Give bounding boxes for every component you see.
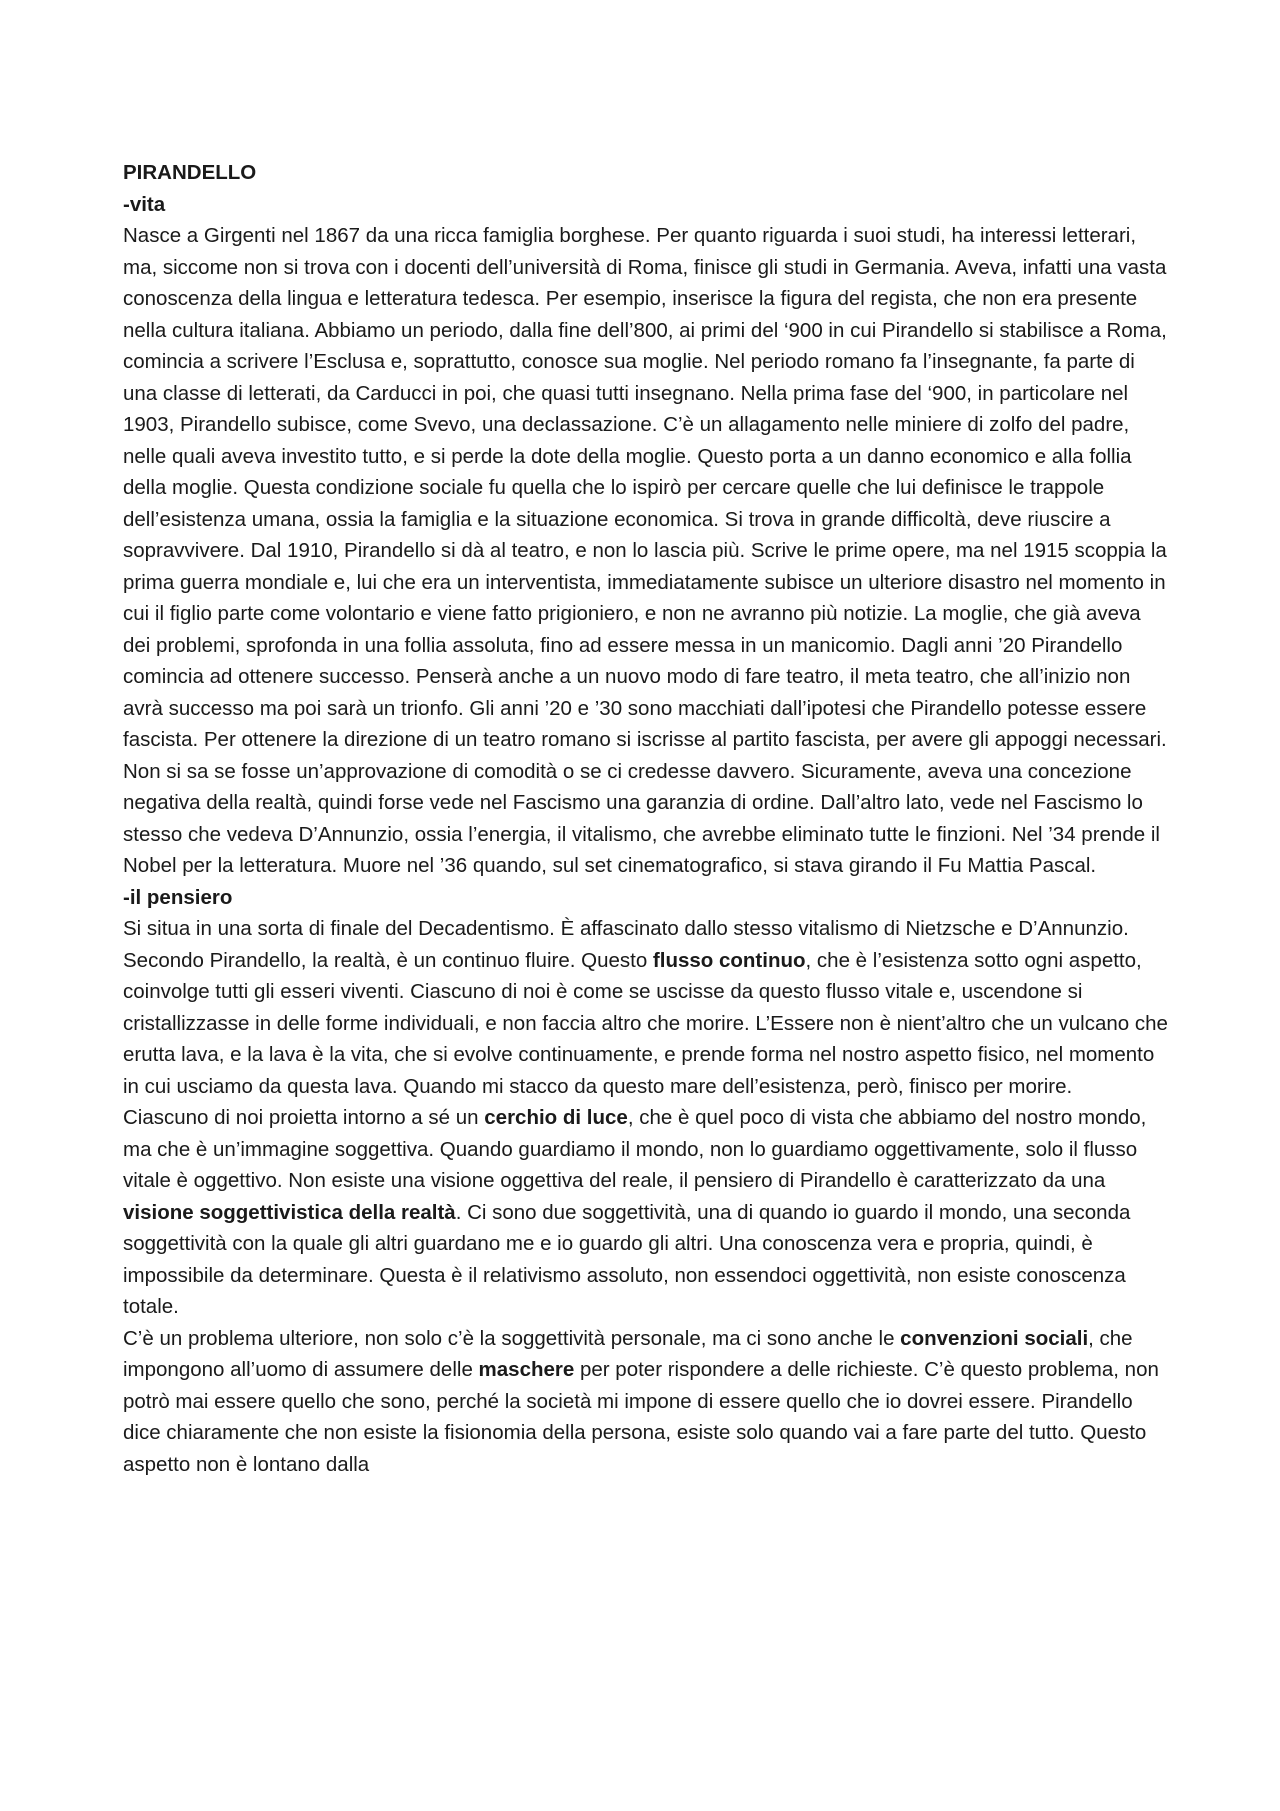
paragraph-pensiero-3 — [123, 1323, 1168, 1481]
paragraph-vita: Nasce a Girgenti nel 1867 da una ricca famiglia borghese. Per quanto riguarda i suoi studi, ha interessi letterari, ma, siccome non si trova con i docenti dell’università di Roma, finisce gli studi in Germania. Aveva, infatti una vasta conoscenza della lingua e letteratura tedesca. Per esempio, inserisce la figura del regista, che non era presente nella cultura italiana. Abbiamo un periodo, dalla fine dell’800, ai primi del ‘900 in cui Pirandello si stabilisce a Roma, comincia a scrivere l’Esclusa e, soprattutto, conosce sua moglie. Nel periodo romano fa l’insegnante, fa parte di una classe di letterati, da Carducci in poi, che quasi tutti insegnano. Nella prima fase del ‘900, in particolare nel 1903, Pirandello subisce, come Svevo, una declassazione. C’è un allagamento nelle miniere di zolfo del padre, nelle quali aveva investito tutto, e si perde la dote della moglie. Questo porta a un danno economico e alla follia della moglie. Questa condizione sociale fu quella che lo ispirò per cercare quelle che lui definisce le trappole dell’esistenza umana, ossia la famiglia e la situazione economica. Si trova in grande difficoltà, deve riuscire a sopravvivere. Dal 1910, Pirandello si dà al teatro, e non lo lascia più. Scrive le prime opere, ma nel 1915 scoppia la prima guerra mondiale e, lui che era un interventista, immediatamente subisce un ulteriore disastro nel momento in cui il figlio parte come volontario e viene fatto prigioniero, e non ne avranno più notizie. La moglie, che già aveva dei problemi, sprofonda in una follia assoluta, fino ad essere messa in un manicomio. Dagli anni ’20 Pirandello comincia ad ottenere successo. Penserà anche a un nuovo modo di fare teatro, il meta teatro, che all’inizio non avrà successo ma poi sarà un trionfo. Gli anni ’20 e ’30 sono macchiati dall’ipotesi che Pirandello potesse essere fascista. Per ottenere la direzione di un teatro romano si iscrisse al partito fascista, per avere gli appoggi necessari. Non si sa se fosse un’approvazione di comodità o se ci credesse davvero. Sicuramente, aveva una concezione negativa della realtà, quindi forse vede nel Fascismo una garanzia di ordine. Dall’altro lato, vede nel Fascismo lo stesso che vedeva D’Annunzio, ossia l’energia, il vitalismo, che avrebbe eliminato tutte le finzioni. Nel ’34 prende il Nobel per la letteratura. Muore nel ’36 quando, sul set cinematografico, si stava girando il Fu Mattia Pascal. — [123, 224, 1167, 877]
text-run: , che è l’esistenza sotto ogni aspetto, coinvolge tutti gli esseri viventi. Ciascuno di noi è come se uscisse da questo flusso vitale e, uscendone si cristallizzasse in delle forme individuali, e non faccia altro che morire. L’Essere non è nient’altro che un vulcano che erutta lava, e la lava è la vita, che si evolve continuamente, e prende forma nel nostro aspetto fisico, nel momento in cui usciamo da questa lava. Quando mi stacco da questo mare dell’esistenza, però, finisco per morire. — [123, 948, 1168, 1098]
section-heading-pensiero: -il pensiero — [123, 885, 233, 909]
bold-term-cerchio-di-luce: cerchio di luce — [484, 1106, 628, 1129]
paragraph-pensiero-2 — [123, 1102, 1168, 1323]
text-run: C’è un problema ulteriore, non solo c’è la soggettività personale, ma ci sono anche le — [123, 1326, 901, 1350]
bold-term-convenzioni-sociali: convenzioni sociali — [900, 1326, 1089, 1350]
document-title: PIRANDELLO — [123, 161, 257, 184]
bold-term-maschere: maschere — [478, 1358, 575, 1381]
text-run: , che impongono all’uomo di assumere delle — [123, 1326, 1133, 1381]
text-run: . Ci sono due soggettività, una di quando io guardo il mondo, una seconda soggettività con la quale gli altri guardano me e io guardo gli altri. Una conoscenza vera e propria, quindi, è impossibile da determinare. Questa è il relativismo assoluto, non essendoci oggettività, non esiste conoscenza totale. — [123, 1200, 1131, 1318]
text-run: per poter rispondere a delle richieste. C’è questo problema, non potrò mai essere quello che sono, perché la società mi impone di essere quello che io dovrei essere. Pirandello dice chiaramente che non esiste la fisionomia della persona, esiste solo quando vai a fare parte del tutto. Questo aspetto non è lontano dalla — [123, 1358, 1159, 1476]
text-run: Si situa in una sorta di finale del Decadentismo. È affascinato dallo stesso vitalismo di Nietzsche e D’Annunzio. Secondo Pirandello, la realtà, è un continuo fluire. Questo — [123, 917, 1129, 972]
text-run: , che è quel poco di vista che abbiamo del nostro mondo, ma che è un’immagine soggettiva. Quando guardiamo il mondo, non lo guardiamo oggettivamente, solo il flusso vitale è oggettivo. Non esiste una visione oggettiva del reale, il pensiero di Pirandello è caratterizzato da una — [123, 1106, 1147, 1192]
paragraph-pensiero-1 — [123, 913, 1168, 1102]
text-run: Ciascuno di noi proietta intorno a sé un — [123, 1106, 485, 1129]
document-body — [123, 157, 1168, 1480]
section-heading-vita: -vita — [123, 192, 166, 216]
bold-term-flusso-continuo: flusso continuo — [652, 948, 806, 972]
bold-term-visione-soggettivistica: visione soggettivistica della realtà — [123, 1200, 456, 1224]
